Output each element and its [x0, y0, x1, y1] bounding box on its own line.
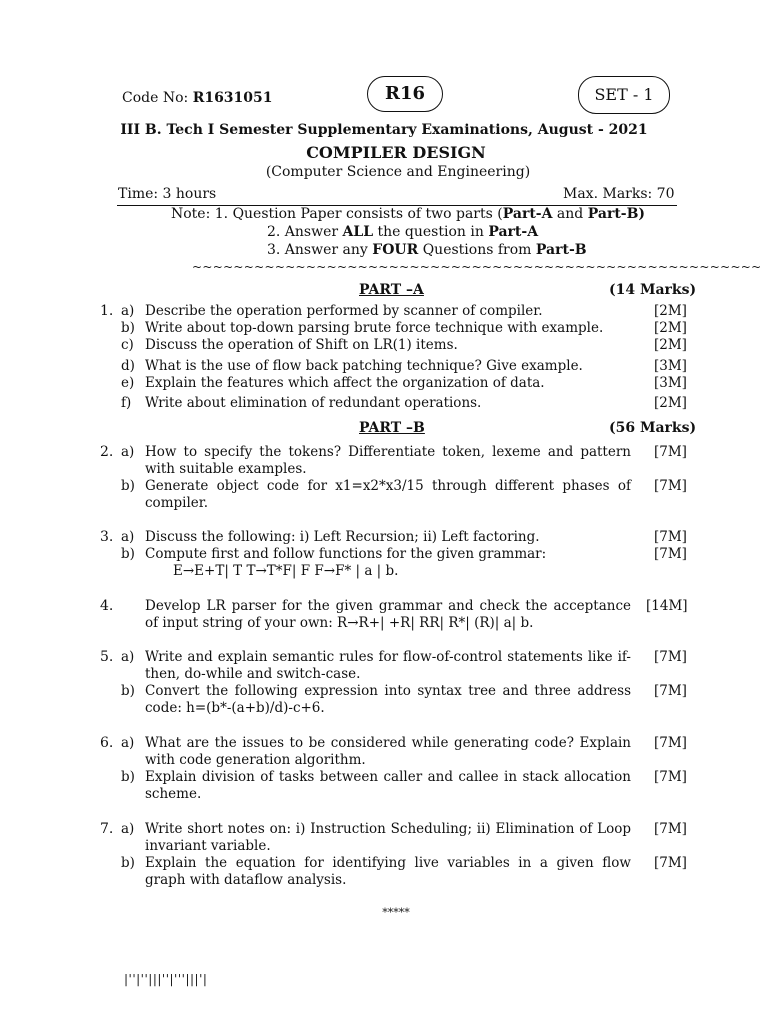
- sub-label: a): [121, 735, 135, 751]
- question-text: What is the use of flow back patching technique? Give example.: [145, 358, 583, 374]
- note-1-mid: and: [552, 206, 588, 222]
- code-number: [122, 90, 273, 106]
- question-number: 2.: [100, 444, 114, 460]
- question-text: Describe the operation performed by scanner of compiler.: [145, 303, 543, 319]
- sub-label: b): [121, 769, 135, 785]
- question-marks: [2M]: [654, 337, 687, 353]
- question-text: Discuss the following: i) Left Recursion; ii) Left factoring.: [145, 529, 540, 545]
- question-text: Write about elimination of redundant operations.: [145, 395, 482, 411]
- sub-label: a): [121, 444, 135, 460]
- question-text: Convert the following expression into syntax tree and three address code: h=(b*-(a+b)/d)-c+6.: [145, 683, 631, 716]
- question-number: 7.: [100, 821, 114, 837]
- question-marks: [7M]: [654, 444, 687, 460]
- note-1-text: Note: 1. Question Paper consists of two parts (: [171, 206, 503, 222]
- question-marks: [7M]: [654, 769, 687, 785]
- note-3-bold-part: Part-B: [535, 242, 587, 258]
- note-2: [267, 224, 538, 240]
- note-1-bold-a: Part-A: [502, 206, 553, 222]
- question-number: 5.: [100, 649, 114, 665]
- question-text: Discuss the operation of Shift on LR(1) items.: [145, 337, 458, 353]
- sub-label: b): [121, 546, 135, 562]
- note-2-text: 2. Answer: [267, 224, 343, 240]
- part-a-title: PART –A: [359, 282, 424, 298]
- note-2-mid: the question in: [373, 224, 489, 240]
- code-label: Code No:: [122, 90, 189, 106]
- question-marks: [7M]: [654, 683, 687, 699]
- note-3-bold-four: FOUR: [372, 242, 419, 258]
- question-number: 1.: [100, 303, 114, 319]
- sub-label: a): [121, 303, 135, 319]
- question-marks: [7M]: [654, 529, 687, 545]
- exam-title: III B. Tech I Semester Supplementary Examinations, August - 2021: [120, 122, 648, 138]
- question-number: 3.: [100, 529, 114, 545]
- note-2-bold-all: ALL: [342, 224, 374, 240]
- sub-label: b): [121, 478, 135, 494]
- question-text: Explain division of tasks between caller and callee in stack allocation scheme.: [145, 769, 631, 802]
- question-marks: [3M]: [654, 375, 687, 391]
- code-value: R1631051: [192, 90, 273, 106]
- question-marks: [7M]: [654, 478, 687, 494]
- sub-label: c): [121, 337, 134, 353]
- barcode: |''|''|||''|'''|||'|: [124, 972, 208, 986]
- max-marks: Max. Marks: 70: [563, 186, 675, 202]
- note-3: [267, 242, 587, 258]
- question-text: Explain the features which affect the organization of data.: [145, 375, 545, 391]
- question-text: Develop LR parser for the given grammar and check the acceptance of input string of your own: R→R+| +R| RR| R*| (R)| a| b.: [145, 598, 631, 631]
- subject-title: COMPILER DESIGN: [306, 143, 486, 162]
- question-marks: [7M]: [654, 649, 687, 665]
- sub-label: a): [121, 821, 135, 837]
- sub-label: b): [121, 855, 135, 871]
- question-text: How to specify the tokens? Differentiate token, lexeme and pattern with suitable examples.: [145, 444, 631, 477]
- branch-name: (Computer Science and Engineering): [265, 164, 531, 180]
- grammar-text: E→E+T| T T→T*F| F F→F* | a | b.: [173, 563, 399, 579]
- note-3-mid: Questions from: [418, 242, 536, 258]
- question-marks: [7M]: [654, 546, 687, 562]
- end-marker: *****: [382, 906, 410, 919]
- part-b-title: PART –B: [359, 420, 425, 436]
- question-number: 6.: [100, 735, 114, 751]
- sub-label: e): [121, 375, 135, 391]
- question-marks: [7M]: [654, 735, 687, 751]
- sub-label: d): [121, 358, 135, 374]
- question-number: 4.: [100, 598, 114, 614]
- question-marks: [3M]: [654, 358, 687, 374]
- sub-label: b): [121, 320, 135, 336]
- question-marks: [7M]: [654, 855, 687, 871]
- time-duration: Time: 3 hours: [118, 186, 217, 202]
- question-text: Write short notes on: i) Instruction Scheduling; ii) Elimination of Loop invariant variable.: [145, 821, 631, 854]
- question-marks: [2M]: [654, 320, 687, 336]
- question-text: Write and explain semantic rules for flow-of-control statements like if-then, do-while and switch-case.: [145, 649, 631, 682]
- note-1: [171, 206, 645, 222]
- sub-label: b): [121, 683, 135, 699]
- set-badge: SET - 1: [578, 76, 670, 114]
- regulation-badge: R16: [367, 76, 443, 112]
- tilde-divider: ~~~~~~~~~~~~~~~~~~~~~~~~~~~~~~~~~~~~~~~~~~~~~~~~~~~~~~~: [192, 260, 762, 274]
- question-marks: [7M]: [654, 821, 687, 837]
- question-text: Explain the equation for identifying live variables in a given flow graph with dataflow analysis.: [145, 855, 631, 888]
- note-3-text: 3. Answer any: [267, 242, 373, 258]
- question-marks: [2M]: [654, 303, 687, 319]
- sub-label: a): [121, 649, 135, 665]
- part-a-marks: (14 Marks): [609, 282, 697, 298]
- question-text: What are the issues to be considered while generating code? Explain with code generation algorithm.: [145, 735, 631, 768]
- question-text: Compute first and follow functions for the given grammar:: [145, 546, 547, 562]
- sub-label: f): [121, 395, 132, 411]
- question-marks: [2M]: [654, 395, 687, 411]
- note-2-bold-part: Part-A: [488, 224, 539, 240]
- question-marks: [14M]: [646, 598, 688, 614]
- part-b-marks: (56 Marks): [609, 420, 697, 436]
- question-text: Generate object code for x1=x2*x3/15 through different phases of compiler.: [145, 478, 631, 511]
- note-1-bold-b: Part-B): [587, 206, 646, 222]
- sub-label: a): [121, 529, 135, 545]
- question-text: Write about top-down parsing brute force technique with example.: [145, 320, 604, 336]
